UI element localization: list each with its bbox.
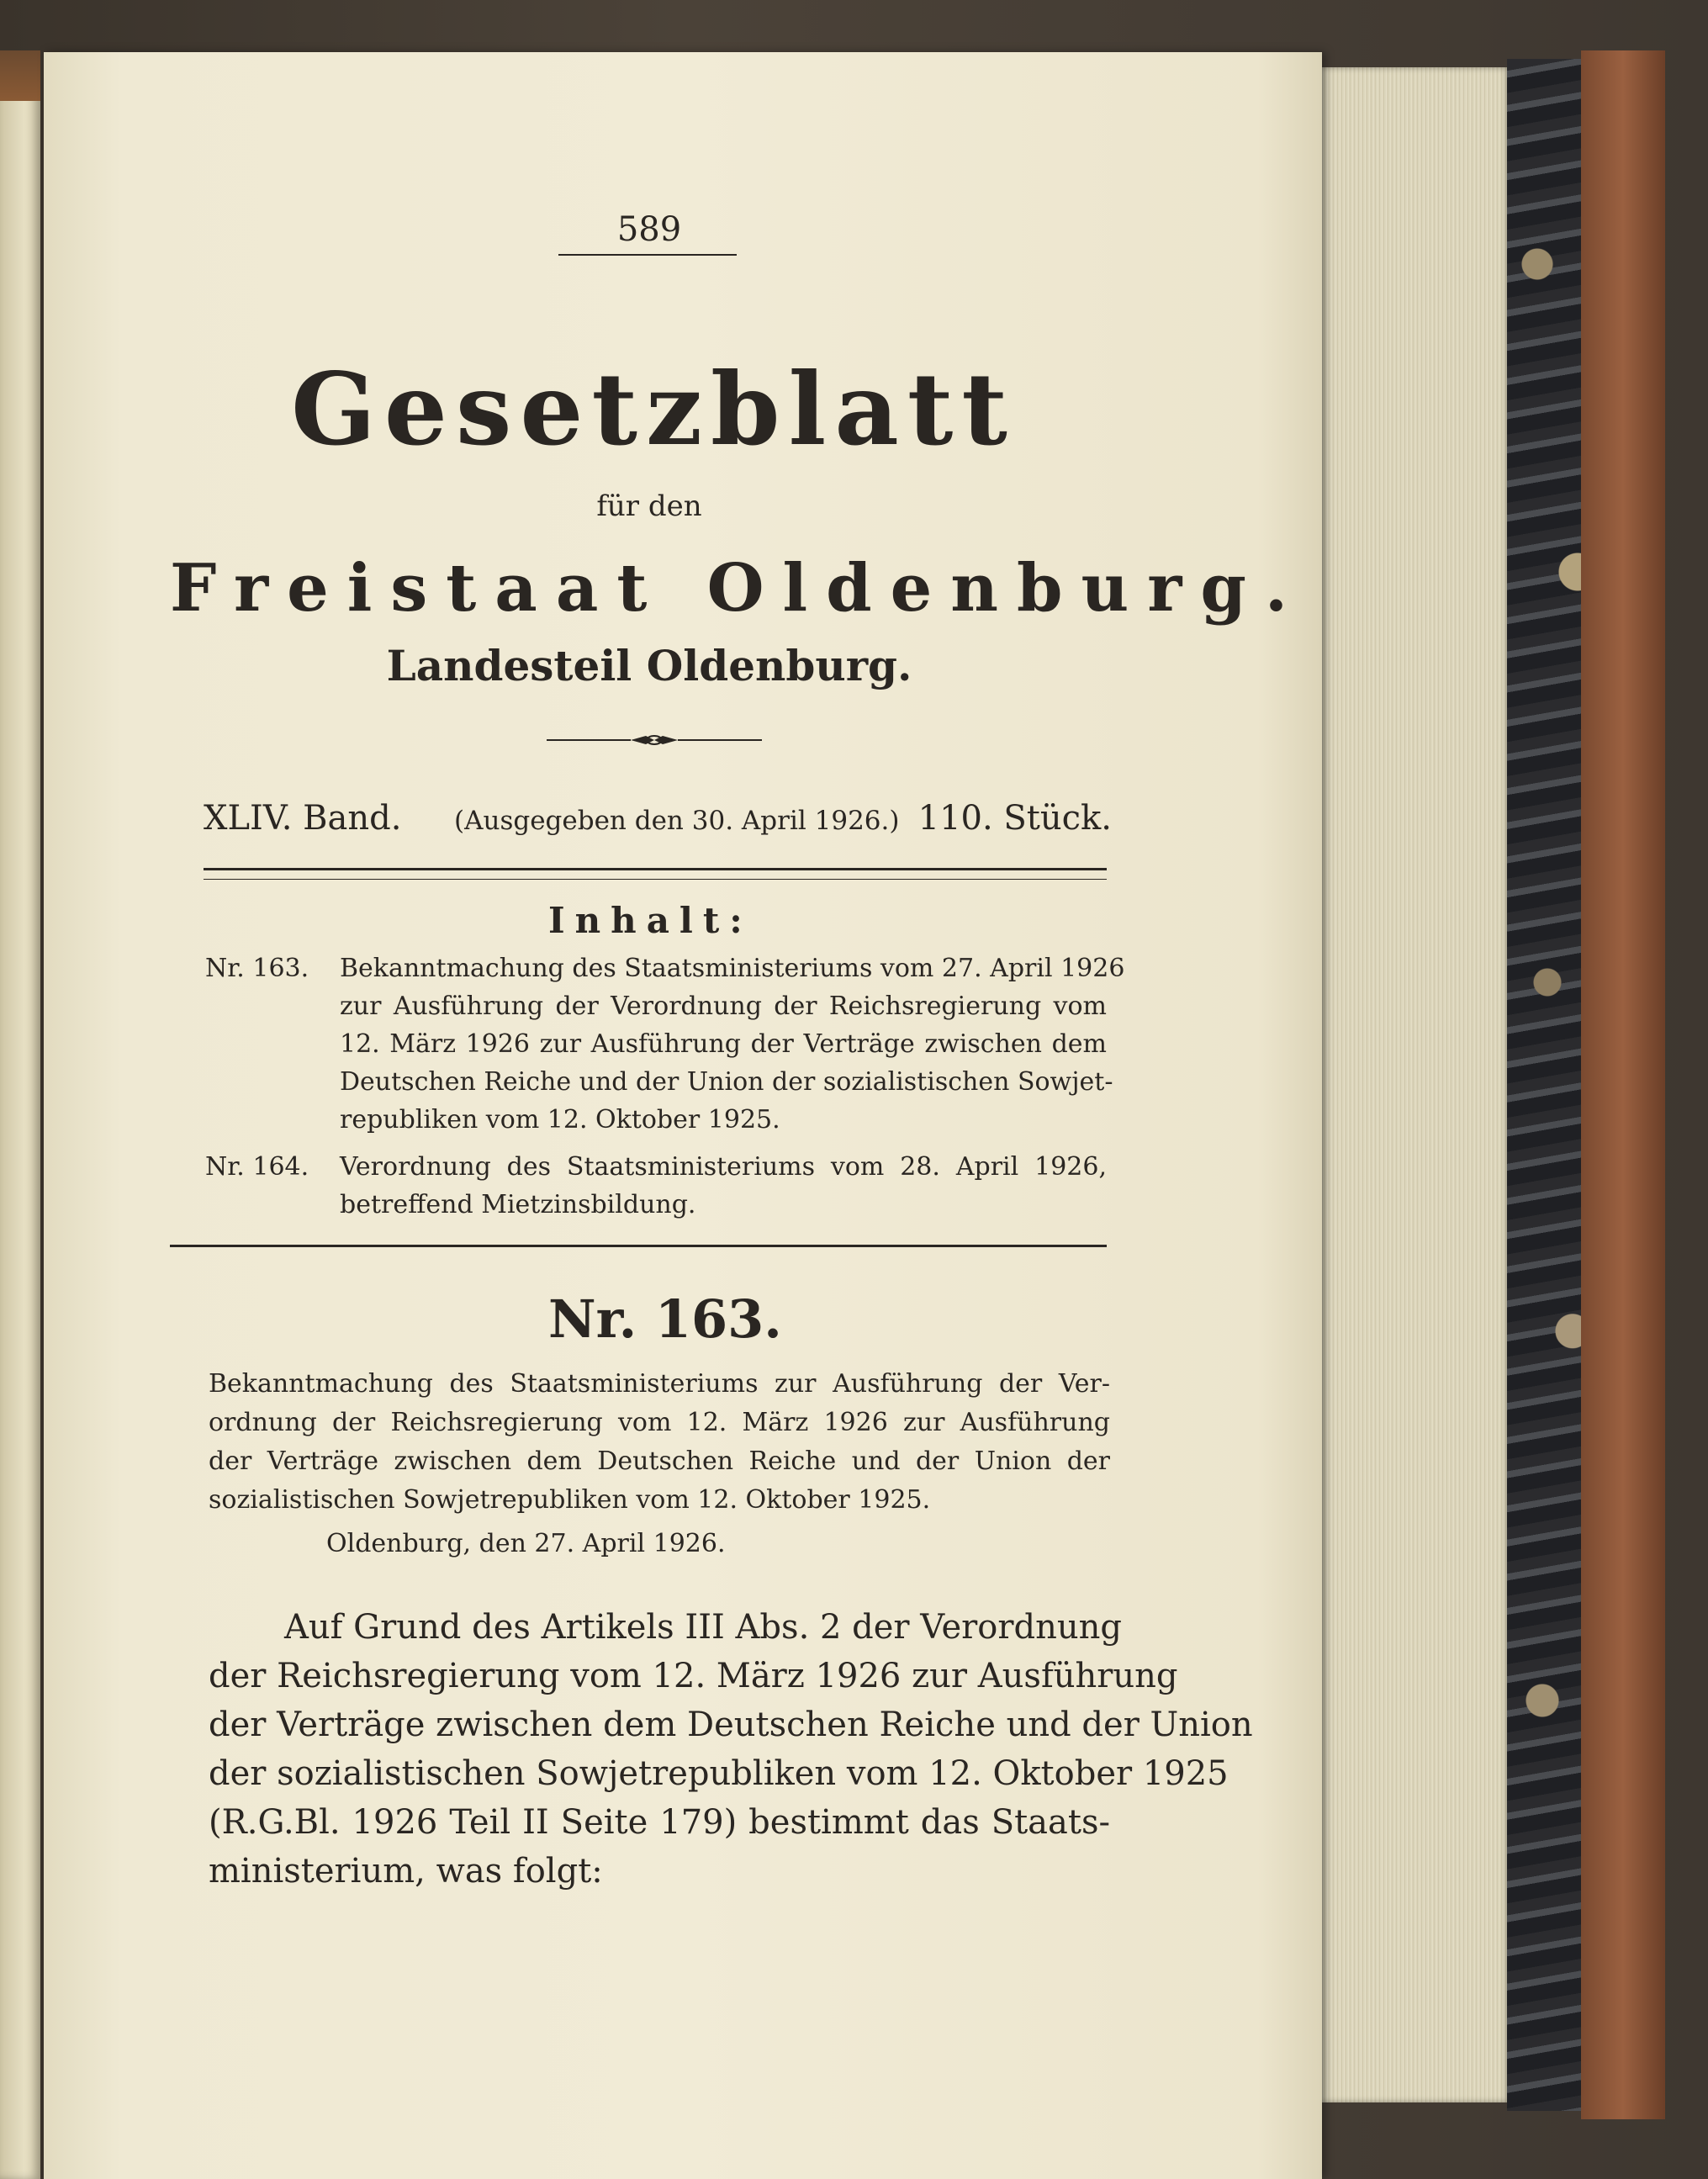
masthead-district: Landesteil Oldenburg. xyxy=(386,641,912,690)
body-text-line: der Verträge zwischen dem Deutschen Reiche und der Union xyxy=(209,1706,1253,1744)
previous-page-edge xyxy=(0,50,40,2179)
contents-item-line: zur Ausführung der Verordnung der Reichsregierung vom xyxy=(340,992,1107,1021)
body-text-line: (R.G.Bl. 1926 Teil II Seite 179) bestimmt das Staats- xyxy=(209,1803,1110,1842)
contents-item-number: Nr. 163. xyxy=(205,954,309,983)
body-text-line: Auf Grund des Artikels III Abs. 2 der Verordnung xyxy=(284,1608,1122,1647)
section-place-date: Oldenburg, den 27. April 1926. xyxy=(326,1529,726,1558)
section-abstract-line: ordnung der Reichsregierung vom 12. März 1926 zur Ausführung xyxy=(209,1408,1110,1437)
contents-heading: Inhalt: xyxy=(548,900,753,941)
page-number: 589 xyxy=(616,210,682,249)
masthead-state: Freistaat Oldenburg. xyxy=(170,550,1307,627)
header-double-rule xyxy=(204,868,1107,880)
ornament-divider xyxy=(547,732,762,748)
section-abstract-line: der Verträge zwischen dem Deutschen Reiche und der Union der xyxy=(209,1446,1110,1476)
section-title: Nr. 163. xyxy=(548,1288,782,1350)
contents-end-rule xyxy=(170,1245,1107,1249)
contents-item-number: Nr. 164. xyxy=(205,1152,309,1182)
contents-item-line: Bekanntmachung des Staatsministeriums vom 27. April 1926 xyxy=(340,954,1125,983)
section-abstract-line: sozialistischen Sowjetrepubliken vom 12. Oktober 1925. xyxy=(209,1485,931,1515)
issue-info-row xyxy=(204,799,1112,841)
contents-item-line: Verordnung des Staatsministeriums vom 28. April 1926, xyxy=(340,1152,1107,1182)
body-text-line: ministerium, was folgt: xyxy=(209,1852,603,1891)
document-page xyxy=(44,52,1322,2179)
body-text-line: der Reichsregierung vom 12. März 1926 zur Ausführung xyxy=(209,1657,1178,1695)
masthead-title: Gesetzblatt xyxy=(291,351,1016,468)
body-text-line: der sozialistischen Sowjetrepubliken vom 12. Oktober 1925 xyxy=(209,1754,1229,1793)
contents-item-line: 12. März 1926 zur Ausführung der Verträge zwischen dem xyxy=(340,1029,1107,1059)
contents-item-line: Deutschen Reiche und der Union der sozialistischen Sowjet- xyxy=(340,1067,1113,1097)
section-abstract-line: Bekanntmachung des Staatsministeriums zur Ausführung der Ver- xyxy=(209,1369,1110,1399)
issue-piece: 110. Stück. xyxy=(917,799,1112,838)
contents-item-line: betreffend Mietzinsbildung. xyxy=(340,1190,696,1219)
page-number-rule xyxy=(558,254,737,256)
contents-item-line: republiken vom 12. Oktober 1925. xyxy=(340,1105,780,1134)
cover-edge xyxy=(1581,50,1665,2119)
masthead-for-label: für den xyxy=(596,489,702,523)
cover-top-edge xyxy=(0,50,40,101)
page-stack-edge xyxy=(1322,67,1507,2102)
issue-date: (Ausgegeben den 30. April 1926.) xyxy=(454,806,900,836)
issue-volume: XLIV. Band. xyxy=(204,799,402,838)
